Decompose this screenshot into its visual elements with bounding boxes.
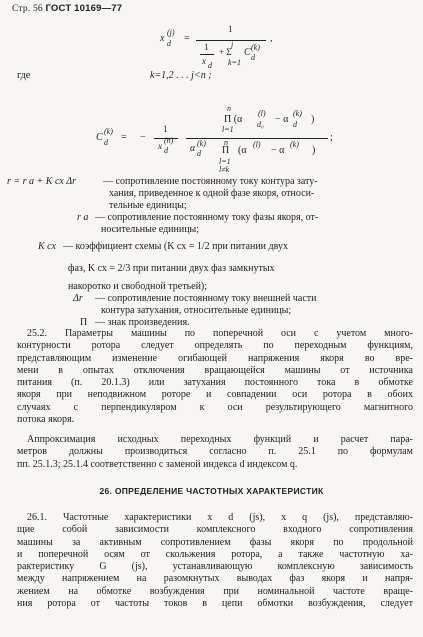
formula1-lhs: x	[160, 33, 165, 44]
p26-1-line: рактеристику G (js), устанавливающую комплексную зависимость	[17, 561, 413, 573]
formula2-prod-expr-sup2: (k)	[293, 109, 302, 118]
where-range: k=1,2 . . . j<n ;	[150, 70, 212, 81]
formula2-prod-bot: l=1	[222, 125, 234, 134]
formula1-sum-top: j	[231, 40, 234, 49]
approx-line: пп. 25.1.3; 25.1.4 соответственно с заменой индекса d индексом q.	[17, 458, 298, 470]
formula2-num: 1	[163, 124, 168, 134]
paragraph-approximation	[17, 434, 413, 471]
formula2-eq: =	[121, 132, 127, 143]
p25-2-line: представляющим изменение огибающей напряжения якоря во вре-	[17, 352, 413, 364]
formula2-den: x	[158, 141, 162, 151]
formula2-minus: −	[140, 132, 146, 143]
formula2-den-sub: d	[164, 146, 168, 155]
formula2-prod-expr-mid: − α	[275, 114, 289, 125]
formula2-den2-sub: d	[197, 149, 201, 158]
formula2-prod-expr: Π (α	[224, 114, 243, 125]
formula1-lhs-sub: d	[167, 39, 171, 48]
formula1-num: 1	[228, 24, 233, 34]
formula2-den-sup: (n)	[164, 136, 174, 145]
p25-2-line: 25.2. Параметры машины по поперечной оси с учетом много-	[27, 328, 413, 339]
formula1-den-b: x	[202, 56, 206, 66]
p26-1-line: жением на обмотке возбуждения при номинальной частоте враще-	[17, 585, 413, 597]
formula2-den2-expr-end: )	[312, 145, 316, 156]
section-heading: 26. ОПРЕДЕЛЕНИЕ ЧАСТОТНЫХ ХАРАКТЕРИСТИК	[99, 486, 324, 496]
def-ra-line1: — сопротивление постоянному току фазы якоря, от-	[95, 212, 319, 223]
def-term-dr: Δr	[73, 293, 83, 304]
paragraph-25-2	[17, 328, 413, 426]
p25-2-line: питания (п. 20.1.3) или затухания постоянного тока в обмотке	[17, 377, 413, 389]
formula2-den2-top: n	[224, 138, 228, 147]
page-header	[12, 3, 122, 14]
formula1-inner-bar	[200, 54, 214, 55]
p25-2-line: контурности ротора следует определять по переходным функциям,	[17, 340, 413, 352]
formula2-main-bar	[186, 138, 328, 139]
formula1-den-c-sub: d	[251, 53, 255, 62]
def-dr-line1: — сопротивление постоянному току внешней части	[95, 293, 317, 304]
def-term-kcx: K сх	[38, 241, 56, 252]
formula1-sum-bot: k=1	[228, 58, 241, 67]
p25-2-line: мени в опытах отключения вращающейся машины от источника	[17, 364, 413, 376]
def-dr-line2: контура затухания, относительные единицы;	[101, 305, 292, 316]
formula2-den2-a: α	[190, 143, 196, 154]
def-ra-line2: носительные единицы;	[101, 224, 200, 235]
formula2-den2-sup: (k)	[197, 139, 206, 148]
def-r-line2: хания, приведенное к одной фазе якоря, относи-	[109, 188, 315, 199]
formula2-prod-expr-sub2: d	[293, 120, 297, 129]
def-kcx-line3: накоротко и свободной третьей);	[68, 281, 208, 292]
def-term-r: r = r a + K сх Δr	[7, 176, 76, 187]
formula2-den2-expr-sup2: (k)	[290, 140, 299, 149]
formula2-tail: ;	[330, 132, 333, 143]
formula2-lhs-sup: (k)	[104, 127, 113, 136]
formula2-prod-top: n	[227, 104, 231, 113]
formula2-den2-expr-mid: − α	[271, 145, 285, 156]
p26-1-line: машины за активным сопротивлением фазы якоря по продольной	[17, 536, 413, 548]
formula1-den-a: 1	[204, 42, 209, 52]
standard-number: ГОСТ 10169—77	[45, 3, 123, 14]
p25-2-line: случаях с перпендикуляром к оси результирующего магнитного	[17, 401, 413, 413]
formula1-den-b-sub: d	[208, 61, 212, 70]
where-word: где	[17, 70, 31, 81]
formula2-den2-bot2: l≠k	[219, 165, 230, 174]
formula2-den2-expr-sup: (l)	[253, 140, 261, 149]
def-kcx-line2: фаз, K сх = 2/3 при питании двух фаз замкнутых	[68, 263, 275, 274]
def-r-line3: тельные единицы;	[109, 200, 187, 211]
page-label: Стр. 56	[12, 4, 43, 14]
def-kcx-line1: — коэффициент схемы (K сх = 1/2 при питании двух	[63, 241, 288, 252]
def-r-line1: — сопротивление постоянному току контура зату-	[103, 176, 318, 187]
p26-1-line: и поперечной осям от скольжения ротора, а также частотную ха-	[17, 548, 413, 560]
formula1-den-c: C	[244, 47, 251, 58]
p26-1-line: ния ротора от частоты токов в цепи обмотки возбуждения, следует	[17, 598, 413, 610]
formula2-den2-prod: Π	[222, 145, 230, 156]
def-term-ra: r a	[77, 212, 89, 223]
formula2-den2-bot1: l=1	[219, 157, 231, 166]
p26-1-line: между напряжением на разомкнутых выводах фаз якоря и напря-	[17, 573, 413, 585]
formula1-lhs-sup: (j)	[167, 28, 175, 37]
formula1-plus-sum: + Σ	[219, 47, 232, 57]
def-term-pi: Π	[80, 317, 88, 328]
def-pi-line1: — знак произведения.	[95, 317, 190, 328]
formula2-prod-expr-sup: (l)	[258, 109, 266, 118]
formula2-prod-expr-sub: d₀	[257, 120, 264, 129]
formula2-den2-expr: (α	[238, 145, 247, 156]
approx-line: Аппроксимация исходных переходных функций и расчет пара-	[27, 434, 413, 445]
formula1-eq: =	[184, 33, 190, 44]
formula2-prod-expr-end: )	[311, 114, 315, 125]
formula1-tail: ,	[270, 33, 273, 44]
formula2-lhs: C	[96, 132, 103, 143]
paragraph-26-1	[17, 512, 413, 610]
p26-1-line: 26.1. Частотные характеристики x d (js), x q (js), представляю-	[27, 512, 413, 523]
formula1-den-c-sup: (k)	[251, 43, 260, 52]
p26-1-line: щие собой зависимости комплексного входного сопротивления	[17, 524, 413, 536]
p25-2-line: потока якоря.	[17, 414, 75, 426]
approx-line: метров должны производиться согласно п. 25.1 по формулам	[17, 446, 413, 458]
p25-2-line: якоря при неподвижном роторе и совпадении оси ротора в обоих	[17, 389, 413, 401]
formula2-lhs-sub: d	[104, 138, 108, 147]
